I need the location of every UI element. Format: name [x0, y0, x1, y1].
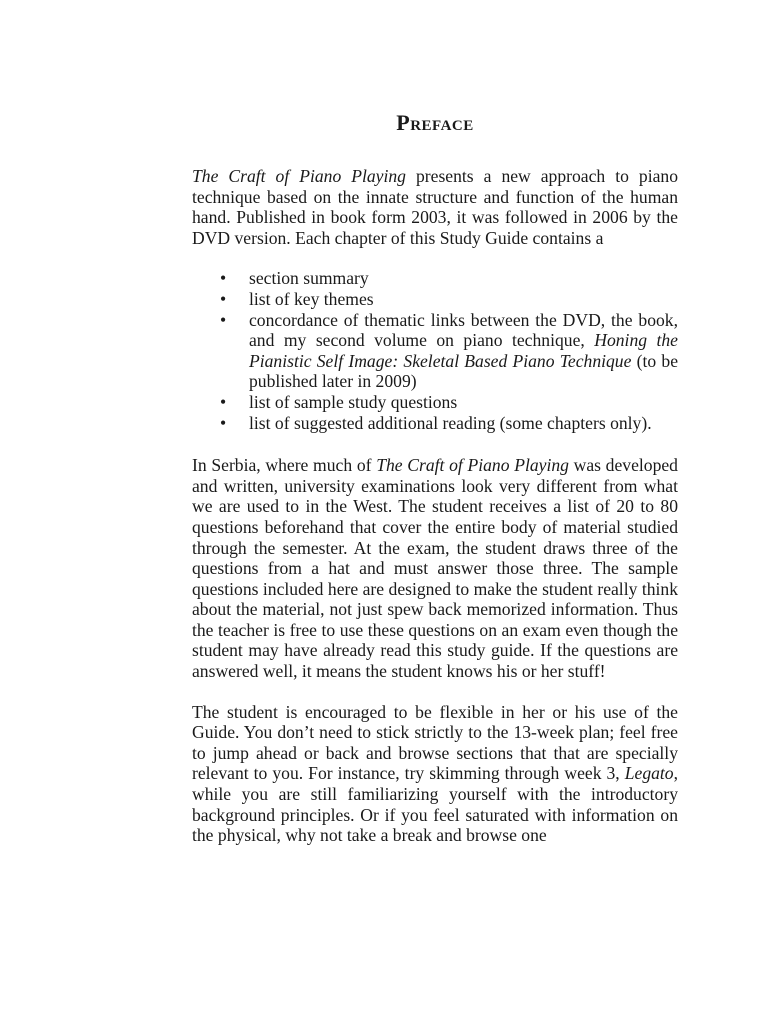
list-item-text: section summary	[249, 268, 369, 289]
flex-text-pre: The student is encouraged to be flexible in her or his use of the Guide. You don’t need to stick strictly to the 13-week plan; feel free to jump ahead or back and browse sections that that are specially relevant to you. For instance, try skimming through week 3,	[192, 701, 678, 784]
contents-list	[192, 268, 678, 433]
legato-italic: Legato	[624, 763, 674, 784]
second-volume-title-italic: Honing the Pianistic Self Image: Skeletal Based Piano Technique	[249, 330, 678, 371]
bullet-icon: •	[220, 412, 227, 433]
book-title-italic: The Craft of Piano Playing	[376, 455, 569, 476]
list-item-text: list of key themes	[249, 288, 374, 309]
list-item-text: (to be published later in 2009)	[249, 350, 678, 392]
bullet-icon: •	[220, 391, 227, 412]
list-item-text: list of suggested additional reading (some chapters only).	[249, 412, 652, 433]
list-item	[192, 392, 678, 413]
bullet-icon: •	[220, 288, 227, 309]
list-item	[192, 289, 678, 310]
bullet-icon: •	[220, 268, 227, 289]
list-item	[192, 268, 678, 289]
bullet-icon: •	[220, 309, 227, 330]
list-item-text: concordance of thematic links between the DVD, the book, and my second volume on piano technique,	[249, 309, 678, 351]
intro-text: presents a new approach to piano technique based on the innate structure and function of the human hand. Published in book form 2003, it was followed in 2006 by the DVD version. Each chapter of this Study Guide contains a	[192, 166, 678, 248]
paragraph-gap	[192, 682, 678, 702]
list-item-text: list of sample study questions	[249, 391, 458, 412]
intro-paragraph	[192, 166, 678, 248]
book-title-italic: The Craft of Piano Playing	[192, 166, 406, 186]
serbia-text-pre: In Serbia, where much of	[192, 455, 377, 476]
page-title: Preface	[396, 110, 474, 135]
list-item	[192, 413, 678, 434]
flex-text-post: , while you are still familiarizing yourself with the introductory background principles. Or if you feel saturated with information on the physical, why not take a break and browse one	[192, 763, 678, 846]
serbia-text-post: was developed and written, university examinations look very different from what we are used to in the West. The student receives a list of 20 to 80 questions beforehand that cover the entire body of material studied through the semester. At the exam, the student draws three of the questions from a hat and must answer those three. The sample questions included here are designed to make the student really think about the material, not just spew back memorized information. Thus the teacher is free to use these questions on an exam even though the student may have already read this study guide. If the questions are answered well, it means the student knows his or her stuff!	[192, 455, 678, 682]
page-content	[192, 108, 678, 846]
flexibility-paragraph	[192, 702, 678, 846]
list-item	[192, 310, 678, 392]
serbia-paragraph	[192, 455, 678, 682]
